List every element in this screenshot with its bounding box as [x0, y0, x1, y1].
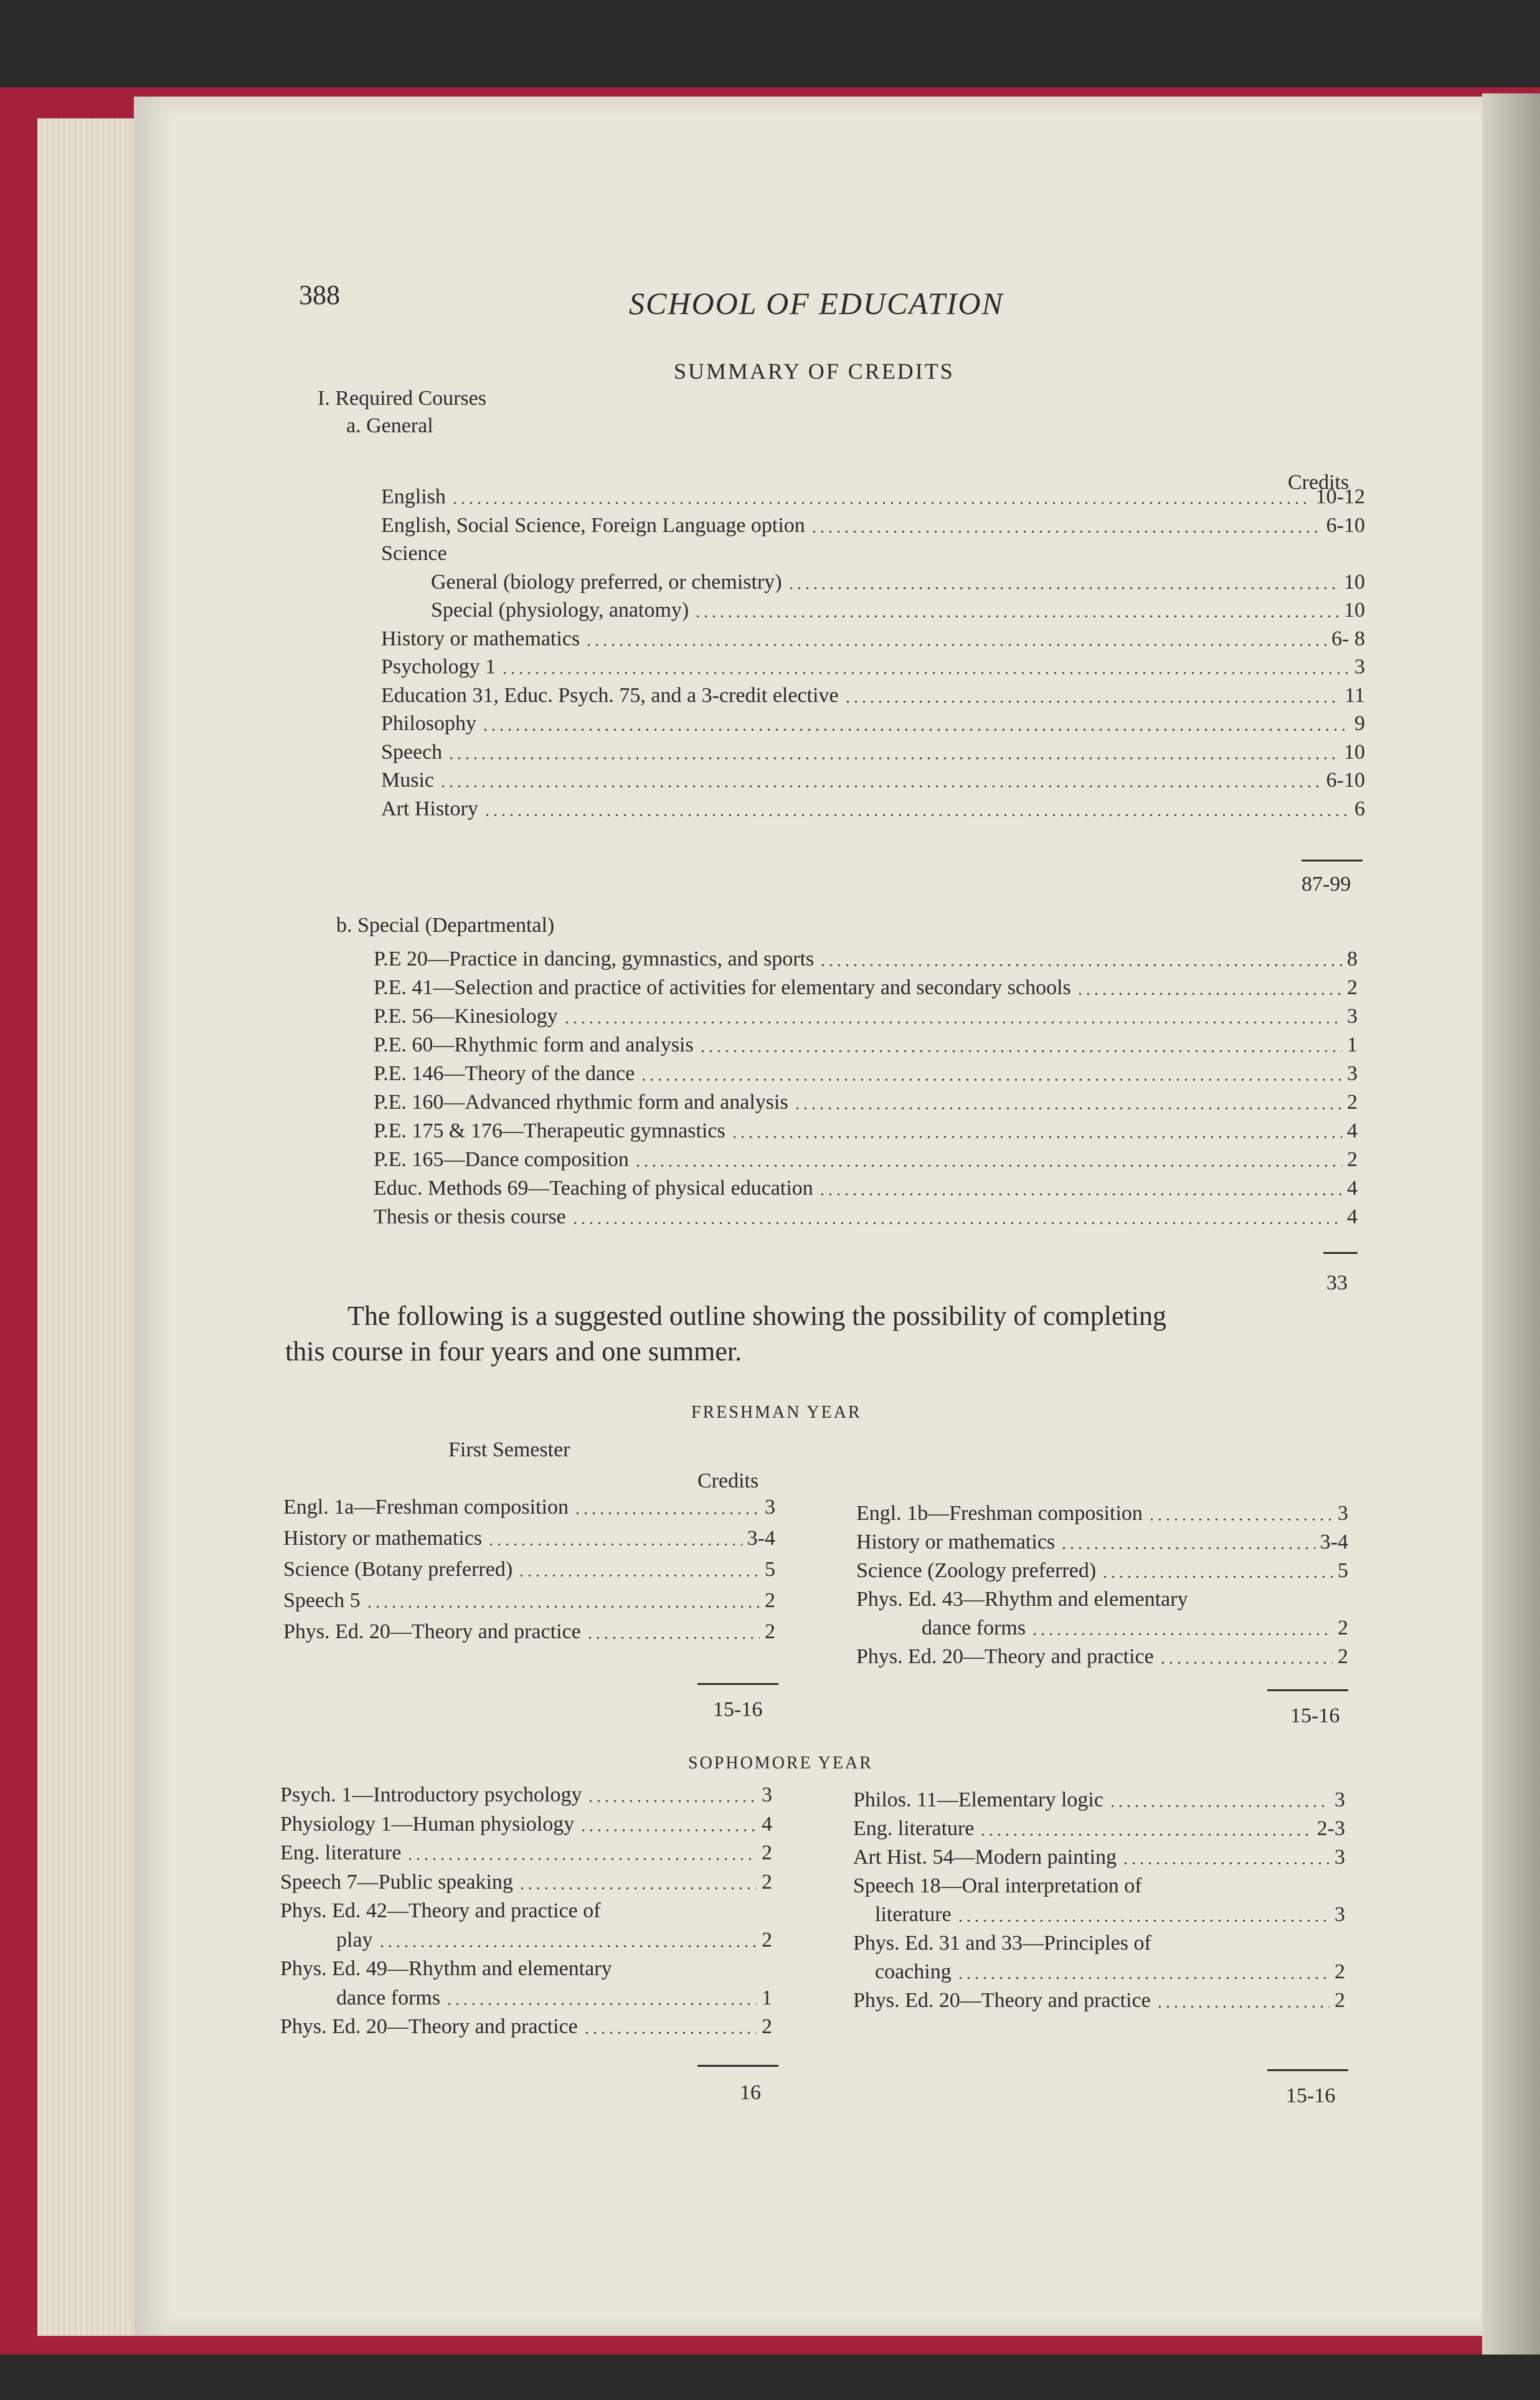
credit-row: [381, 485, 1365, 510]
course-label: Phys. Ed. 43—Rhythm and elementary: [856, 1588, 1188, 1611]
credit-row: [374, 1176, 1358, 1201]
credit-row: [374, 1119, 1358, 1144]
course-label: Physiology 1—Human physiology: [280, 1812, 575, 1836]
credit-row: [280, 2014, 772, 2039]
dot-leader: [501, 672, 1349, 674]
dot-leader: [574, 1512, 760, 1514]
special-total: 33: [1326, 1271, 1348, 1294]
credit-value: 5: [1338, 1559, 1348, 1582]
dot-leader: [563, 1022, 1342, 1023]
dot-leader: [1031, 1633, 1333, 1635]
dot-leader: [1159, 1662, 1333, 1664]
credit-value: 3: [1338, 1502, 1348, 1525]
page-gutter-shadow: [1482, 93, 1540, 2355]
credit-row: [856, 1644, 1348, 1669]
freshman-right-total-rule: [1267, 1689, 1348, 1691]
credit-row: [381, 655, 1365, 680]
course-label: Special (physiology, anatomy): [431, 599, 689, 622]
credit-row: [336, 1928, 772, 1953]
course-label: Art Hist. 54—Modern painting: [853, 1846, 1117, 1869]
dot-leader: [487, 1544, 742, 1545]
course-label: dance forms: [336, 1986, 441, 2009]
credit-value: 4: [1347, 1177, 1358, 1200]
course-label: Art History: [381, 797, 478, 820]
course-label: Educ. Methods 69—Teaching of physical education: [374, 1177, 813, 1200]
credit-value: 4: [762, 1812, 772, 1836]
credit-value: 2: [1335, 1960, 1345, 1983]
dot-leader: [517, 1575, 760, 1577]
sophomore-right-total: 15-16: [1286, 2084, 1336, 2107]
intro-line-1: The following is a suggested outline showing the possibility of completing: [347, 1301, 1166, 1331]
credit-value: 2: [1347, 1148, 1358, 1171]
credit-value: 4: [1347, 1205, 1358, 1228]
course-label: P.E. 165—Dance composition: [374, 1148, 629, 1171]
course-label: literature: [875, 1903, 952, 1926]
course-label: P.E 20—Practice in dancing, gymnastics, and sports: [374, 947, 815, 970]
dot-leader: [579, 1829, 757, 1831]
dot-leader: [583, 2032, 757, 2034]
credit-row: [856, 1501, 1348, 1526]
course-label: Music: [381, 769, 434, 792]
course-label: Phys. Ed. 20—Theory and practice: [283, 1620, 581, 1643]
course-label: Science: [381, 542, 447, 565]
sophomore-right-total-rule: [1267, 2069, 1348, 2071]
dot-leader: [447, 757, 1339, 759]
credit-row: [381, 768, 1365, 793]
dot-leader: [810, 531, 1321, 533]
course-label: P.E. 60—Rhythmic form and analysis: [374, 1033, 694, 1056]
course-label: History or mathematics: [283, 1527, 483, 1550]
credit-row: [374, 1205, 1358, 1230]
dot-leader: [979, 1834, 1311, 1836]
course-label: Phys. Ed. 42—Theory and practice of: [280, 1899, 601, 1922]
credit-value: 3-4: [1320, 1530, 1348, 1553]
credit-value: 1: [1347, 1033, 1358, 1056]
credit-value: 3: [1335, 1846, 1345, 1869]
credit-row: [856, 1558, 1348, 1583]
credit-row: [853, 1988, 1345, 2013]
general-heading: a. General: [346, 414, 433, 437]
freshman-right-total: 15-16: [1290, 1704, 1340, 1727]
running-head: SCHOOL OF EDUCATION: [629, 286, 1004, 321]
general-total: 87-99: [1301, 873, 1351, 896]
course-label: Engl. 1a—Freshman composition: [283, 1496, 569, 1519]
credit-row: [381, 797, 1365, 822]
freshman-left-total-rule: [697, 1683, 778, 1685]
dot-leader: [1101, 1576, 1333, 1578]
course-label: Phys. Ed. 31 and 33—Principles of: [853, 1932, 1151, 1955]
dot-leader: [1156, 2006, 1330, 2008]
dot-leader: [730, 1136, 1342, 1138]
credit-value: 2: [762, 1928, 772, 1952]
dot-leader: [694, 615, 1339, 617]
credit-row: [381, 740, 1365, 765]
course-label: Eng. literature: [853, 1817, 975, 1840]
credit-value: 3: [1347, 1005, 1358, 1028]
credit-row: [374, 1147, 1358, 1172]
dot-leader: [957, 1977, 1330, 1979]
credit-row: [853, 1816, 1345, 1841]
credit-row: [431, 598, 1365, 623]
credit-value: 2-3: [1316, 1817, 1345, 1840]
credit-value: 8: [1347, 947, 1358, 970]
dot-leader: [378, 1945, 757, 1947]
credit-row: [875, 1902, 1345, 1927]
course-label: Speech 5: [283, 1589, 361, 1612]
credit-value: 2: [765, 1589, 775, 1612]
credit-row: [875, 1960, 1345, 1985]
dot-leader: [818, 1193, 1342, 1195]
credit-row: [283, 1588, 775, 1613]
credit-row: [853, 1931, 1345, 1956]
credit-value: 11: [1344, 683, 1365, 707]
dot-leader: [445, 2003, 757, 2005]
credit-value: 10: [1344, 740, 1365, 764]
sophomore-left-total: 16: [740, 2081, 761, 2104]
sophomore-year-heading: SOPHOMORE YEAR: [688, 1753, 873, 1773]
course-label: Engl. 1b—Freshman composition: [856, 1502, 1143, 1525]
credit-value: 3: [765, 1496, 775, 1519]
credit-value: 2: [762, 2015, 772, 2038]
special-total-rule: [1323, 1252, 1358, 1254]
course-label: Speech 7—Public speaking: [280, 1870, 513, 1894]
credit-value: 6- 8: [1331, 627, 1365, 650]
dot-leader: [1076, 993, 1342, 995]
course-label: dance forms: [922, 1616, 1026, 1639]
course-label: Psychology 1: [381, 655, 496, 678]
credit-value: 6: [1354, 797, 1365, 820]
dot-leader: [957, 1920, 1330, 1922]
course-label: Philos. 11—Elementary logic: [853, 1788, 1103, 1811]
credit-value: 2: [1347, 1091, 1358, 1114]
credit-value: 6-10: [1326, 769, 1365, 792]
credit-row: [374, 1033, 1358, 1058]
dot-leader: [1148, 1519, 1333, 1520]
credit-value: 3: [762, 1783, 772, 1806]
course-label: P.E. 146—Theory of the dance: [374, 1062, 635, 1085]
dot-leader: [819, 964, 1342, 966]
course-label: Phys. Ed. 49—Rhythm and elementary: [280, 1957, 612, 1980]
credit-row: [374, 975, 1358, 1000]
dot-leader: [585, 644, 1326, 646]
dot-leader: [586, 1637, 760, 1639]
dot-leader: [481, 729, 1349, 731]
credit-row: [374, 1090, 1358, 1115]
credit-value: 2: [1335, 1989, 1345, 2012]
course-label: Education 31, Educ. Psych. 75, and a 3-credit elective: [381, 683, 839, 707]
dot-leader: [1122, 1862, 1330, 1864]
course-label: Speech 18—Oral interpretation of: [853, 1874, 1142, 1897]
credit-value: 3: [1335, 1788, 1345, 1811]
credits-label: Credits: [1288, 471, 1349, 494]
course-label: Phys. Ed. 20—Theory and practice: [856, 1645, 1154, 1668]
intro-line-2: this course in four years and one summer.: [285, 1336, 742, 1367]
credit-value: 6-10: [1326, 513, 1365, 537]
credit-row: [922, 1616, 1348, 1641]
credit-row: [431, 570, 1365, 595]
course-label: Phys. Ed. 20—Theory and practice: [280, 2015, 578, 2038]
credit-row: [283, 1620, 775, 1644]
course-label: P.E. 160—Advanced rhythmic form and analysis: [374, 1091, 788, 1114]
credit-row: [856, 1530, 1348, 1555]
dot-leader: [483, 814, 1349, 816]
course-label: Science (Botany preferred): [283, 1558, 513, 1581]
course-label: play: [336, 1928, 373, 1952]
course-label: History or mathematics: [381, 627, 580, 650]
dot-leader: [1060, 1547, 1315, 1549]
credit-row: [381, 683, 1365, 708]
course-label: P.E. 56—Kinesiology: [374, 1005, 558, 1028]
credit-value: 2: [762, 1870, 772, 1894]
credit-value: 4: [1347, 1119, 1358, 1142]
credit-row: [374, 1004, 1358, 1029]
first-semester-label: First Semester: [448, 1438, 570, 1461]
credit-value: 10: [1344, 599, 1365, 622]
freshman-credits-label: Credits: [697, 1469, 759, 1492]
dot-leader: [587, 1800, 757, 1802]
special-heading: b. Special (Departmental): [336, 914, 555, 937]
dot-leader: [406, 1858, 757, 1860]
credit-value: 5: [765, 1558, 775, 1581]
dot-leader: [787, 587, 1339, 589]
course-label: Phys. Ed. 20—Theory and practice: [853, 1989, 1151, 2012]
page-number: 388: [299, 280, 340, 310]
credit-row: [280, 1812, 772, 1837]
credit-value: 1: [762, 1986, 772, 2009]
course-label: History or mathematics: [856, 1530, 1056, 1553]
dot-leader: [793, 1108, 1342, 1109]
credit-row: [336, 1986, 772, 2011]
dot-leader: [451, 502, 1311, 504]
credit-row: [856, 1587, 1348, 1612]
course-label: English: [381, 485, 446, 508]
course-label: English, Social Science, Foreign Language option: [381, 513, 805, 537]
credit-value: 2: [1338, 1616, 1348, 1639]
sophomore-left-total-rule: [697, 2065, 778, 2067]
course-label: Science (Zoology preferred): [856, 1559, 1097, 1582]
credit-value: 10: [1344, 570, 1365, 594]
credit-value: 10-12: [1315, 485, 1365, 508]
credit-row: [374, 1061, 1358, 1086]
credit-row: [280, 1899, 772, 1923]
course-label: coaching: [875, 1960, 952, 1983]
dot-leader: [571, 1222, 1342, 1224]
credit-row: [853, 1874, 1345, 1899]
credit-row: [280, 1870, 772, 1895]
course-label: General (biology preferred, or chemistry): [431, 570, 782, 594]
dot-leader: [699, 1050, 1342, 1052]
freshman-left-total: 15-16: [713, 1698, 763, 1721]
credit-value: 3-4: [747, 1527, 775, 1550]
credit-row: [381, 627, 1365, 652]
credit-value: 2: [1338, 1645, 1348, 1668]
dot-leader: [634, 1165, 1342, 1167]
credit-value: 3: [1354, 655, 1365, 678]
credit-value: 3: [1335, 1903, 1345, 1926]
course-label: P.E. 41—Selection and practice of activities for elementary and secondary schools: [374, 976, 1071, 999]
credit-value: 3: [1347, 1062, 1358, 1085]
course-label: Thesis or thesis course: [374, 1205, 566, 1228]
credit-row: [280, 1841, 772, 1866]
credit-value: 2: [762, 1841, 772, 1864]
credit-row: [283, 1526, 775, 1551]
credit-row: [853, 1845, 1345, 1870]
dot-leader: [439, 785, 1321, 787]
course-label: Eng. literature: [280, 1841, 402, 1864]
credit-value: 2: [1347, 976, 1358, 999]
dot-leader: [1108, 1805, 1330, 1807]
course-label: P.E. 175 & 176—Therapeutic gymnastics: [374, 1119, 725, 1142]
credit-row: [283, 1557, 775, 1582]
general-total-rule: [1301, 860, 1363, 861]
course-label: Philosophy: [381, 712, 477, 735]
freshman-year-heading: FRESHMAN YEAR: [691, 1403, 862, 1422]
credit-row: [381, 513, 1365, 538]
course-label: Speech: [381, 740, 443, 764]
dot-leader: [640, 1079, 1342, 1081]
credit-row: [381, 541, 1365, 566]
credit-row: [374, 947, 1358, 972]
summary-title: SUMMARY OF CREDITS: [674, 359, 955, 384]
credit-row: [283, 1495, 775, 1520]
credit-row: [381, 711, 1365, 736]
dot-leader: [844, 701, 1340, 703]
page-edges: [37, 118, 149, 2336]
credit-row: [853, 1788, 1345, 1813]
credit-row: [280, 1957, 772, 1981]
credit-value: 9: [1354, 712, 1365, 735]
credit-row: [280, 1783, 772, 1808]
dot-leader: [366, 1606, 760, 1608]
credit-value: 2: [765, 1620, 775, 1643]
course-label: Psych. 1—Introductory psychology: [280, 1783, 582, 1806]
required-courses-heading: I. Required Courses: [318, 387, 487, 410]
dot-leader: [518, 1887, 757, 1889]
